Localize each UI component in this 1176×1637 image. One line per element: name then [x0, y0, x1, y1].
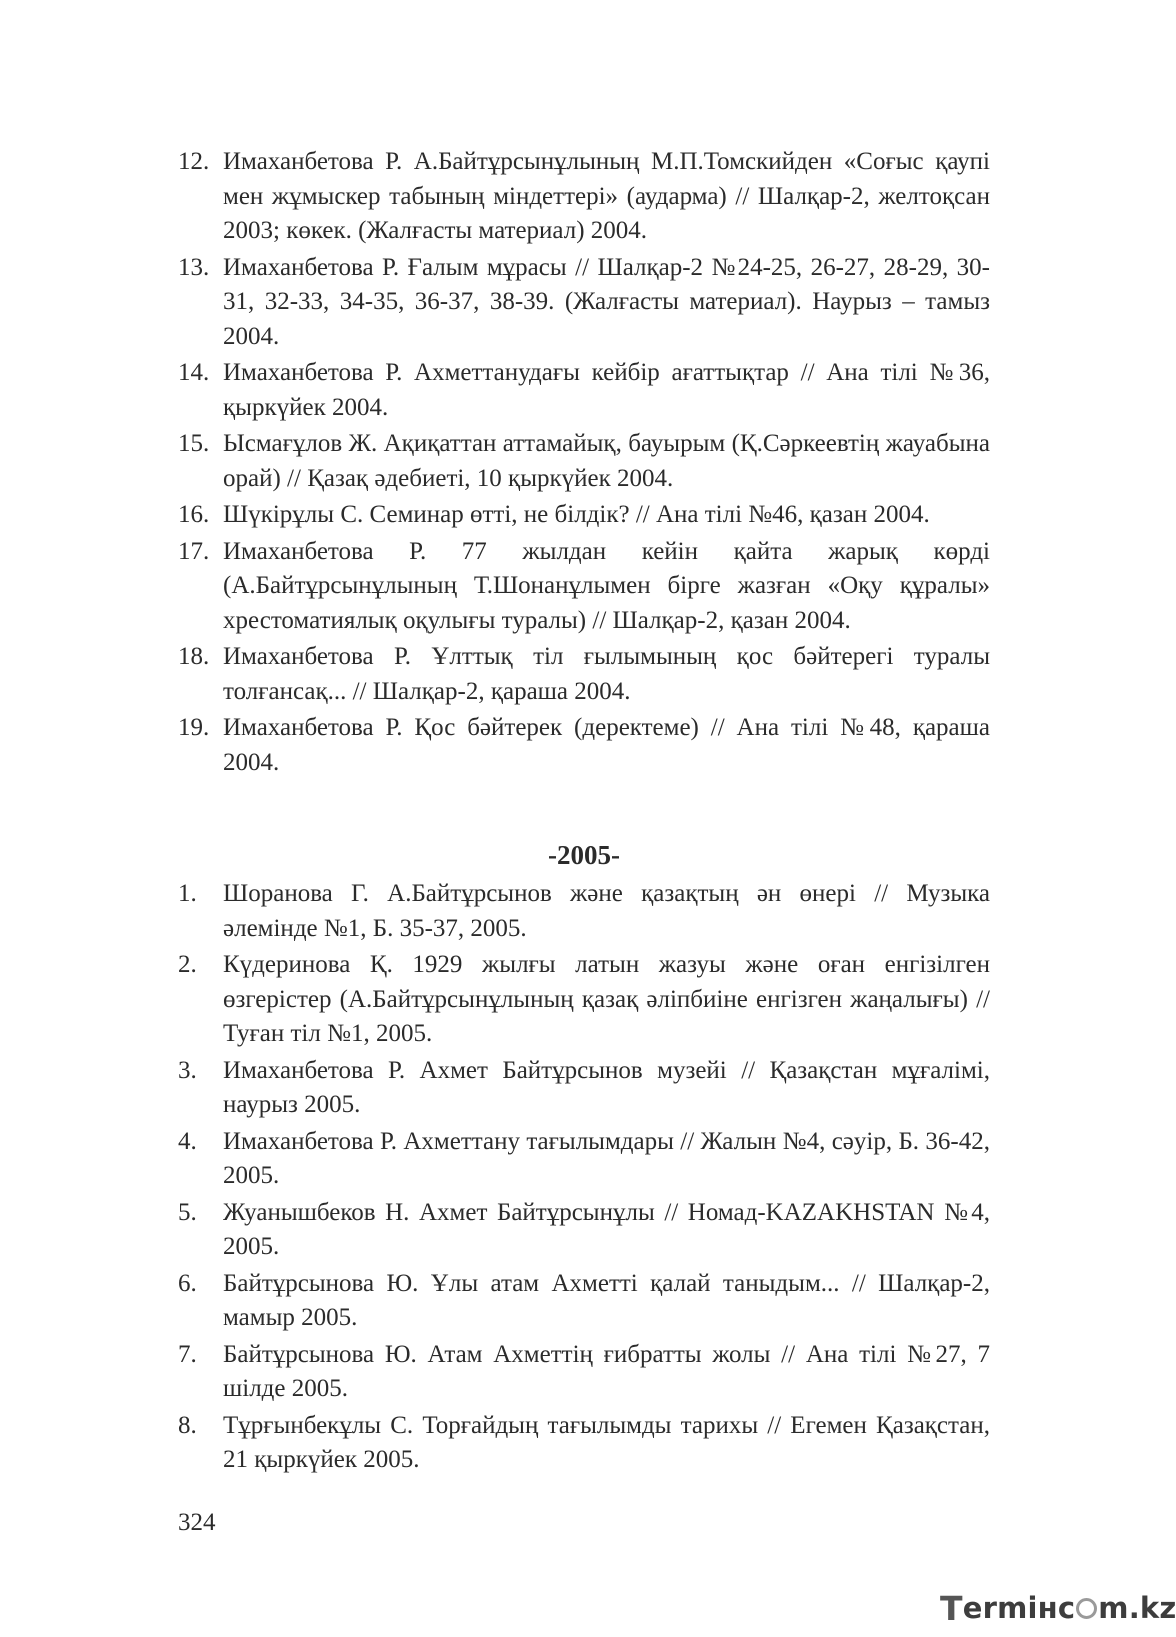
entry-text: Имаханбетова Р. А.Байтұрсынұлының М.П.Томскийден «Соғыс қаупі мен жұмыскер табының міндеттері» (аударма) // Шалқар-2, желтоқсан 2003; көкек. (Жалғасты материал) 2004. — [223, 148, 990, 244]
bibliography-list-2004 — [178, 145, 990, 782]
list-item — [178, 1125, 990, 1194]
list-item — [178, 711, 990, 780]
entry-number: 7. — [178, 1340, 197, 1368]
list-item — [178, 535, 990, 639]
entry-text: Шүкірұлы С. Семинар өтті, не білдік? // Ана тілі №46, қазан 2004. — [223, 501, 930, 528]
entry-text: Имаханбетова Р. 77 жылдан кейін қайта жарық көрді (А.Байтұрсынұлының Т.Шонанұлымен бірге жазған «Оқу құралы» хрестоматиялық оқулығы туралы) // Шалқар-2, қазан 2004. — [223, 537, 990, 634]
entry-text: Имаханбетова Р. Ұлттық тіл ғылымының қос бәйтерегі туралы толғансақ... // Шалқар-2, қараша 2004. — [223, 643, 990, 705]
entry-number: 14. — [178, 359, 210, 386]
entry-text: Шоранова Г. А.Байтұрсынов және қазақтың ән өнері // Музыка әлемінде №1, Б. 35-37, 2005. — [223, 880, 990, 942]
entry-number: 5. — [178, 1198, 197, 1226]
list-item — [178, 251, 990, 355]
entry-number: 2. — [178, 951, 197, 978]
entry-number: 1. — [178, 880, 197, 907]
entry-number: 8. — [178, 1411, 197, 1439]
entry-number: 16. — [178, 501, 210, 528]
entry-text: Тұрғынбекұлы С. Торғайдың тағылымды тарихы // Егемен Қазақстан, 21 қыркүйек 2005. — [223, 1411, 990, 1473]
entry-number: 3. — [178, 1056, 197, 1084]
entry-text: Байтұрсынова Ю. Ұлы атам Ахметті қалай таныдым... // Шалқар-2, мамыр 2005. — [223, 1269, 990, 1331]
watermark-letter-t: T — [940, 1588, 963, 1628]
list-item — [178, 1054, 990, 1123]
list-item — [178, 640, 990, 709]
watermark-ring-icon — [1076, 1598, 1097, 1619]
entry-number: 4. — [178, 1127, 197, 1155]
bibliography-list-2005 — [178, 877, 990, 1480]
entry-text: Ысмағұлов Ж. Ақиқаттан аттамайық, бауырым (Қ.Сәркеевтің жауабына орай) // Қазақ әдебиеті, 10 қыркүйек 2004. — [223, 430, 990, 492]
entry-number: 13. — [178, 253, 210, 281]
entry-number: 6. — [178, 1269, 197, 1297]
list-item — [178, 427, 990, 496]
list-item — [178, 356, 990, 425]
list-item — [178, 948, 990, 1052]
entry-number: 19. — [178, 714, 210, 741]
list-item — [178, 1196, 990, 1265]
entry-text: Имаханбетова Р. Ғалым мұрасы // Шалқар-2 №24-25, 26-27, 28-29, 30-31, 32-33, 34-35, 36-37, 38-39. (Жалғасты материал). Наурыз – тамыз 2004. — [223, 253, 990, 350]
entry-number: 12. — [178, 148, 210, 175]
watermark-text-end: m.kz — [1098, 1591, 1176, 1625]
entry-number: 15. — [178, 430, 210, 457]
entry-number: 17. — [178, 537, 210, 565]
termincom-watermark-logo — [940, 1590, 1176, 1626]
entry-text: Имаханбетова Р. Ахмет Байтұрсынов музейі // Қазақстан мұғалімі, наурыз 2005. — [223, 1056, 990, 1118]
list-item — [178, 145, 990, 249]
entry-text: Имаханбетова Р. Ахметтану тағылымдары // Жалын №4, сәуір, Б. 36-42, 2005. — [223, 1127, 990, 1189]
year-heading: -2005- — [548, 840, 620, 870]
entry-text: Имаханбетова Р. Қос бәйтерек (деректеме) // Ана тілі №48, қараша 2004. — [223, 714, 990, 776]
entry-text: Байтұрсынова Ю. Атам Ахметтің ғибратты жолы // Ана тілі №27, 7 шілде 2005. — [223, 1340, 990, 1402]
page-number: 324 — [178, 1509, 216, 1536]
list-item — [178, 1338, 990, 1407]
watermark-text-middle: ermінс — [962, 1591, 1076, 1625]
list-item — [178, 877, 990, 946]
list-item — [178, 1409, 990, 1478]
entry-number: 18. — [178, 643, 210, 670]
entry-text: Имаханбетова Р. Ахметтанудағы кейбір ағаттықтар // Ана тілі №36, қыркүйек 2004. — [223, 359, 990, 421]
list-item — [178, 1267, 990, 1336]
list-item — [178, 498, 990, 533]
entry-text: Жуанышбеков Н. Ахмет Байтұрсынұлы // Номад-KAZAKHSTAN №4, 2005. — [223, 1198, 990, 1260]
entry-text: Күдеринова Қ. 1929 жылғы латын жазуы және оған енгізілген өзгерістер (А.Байтұрсынұлының қазақ әліпбиіне енгізген жаңалығы) // Туған тіл №1, 2005. — [223, 951, 990, 1047]
